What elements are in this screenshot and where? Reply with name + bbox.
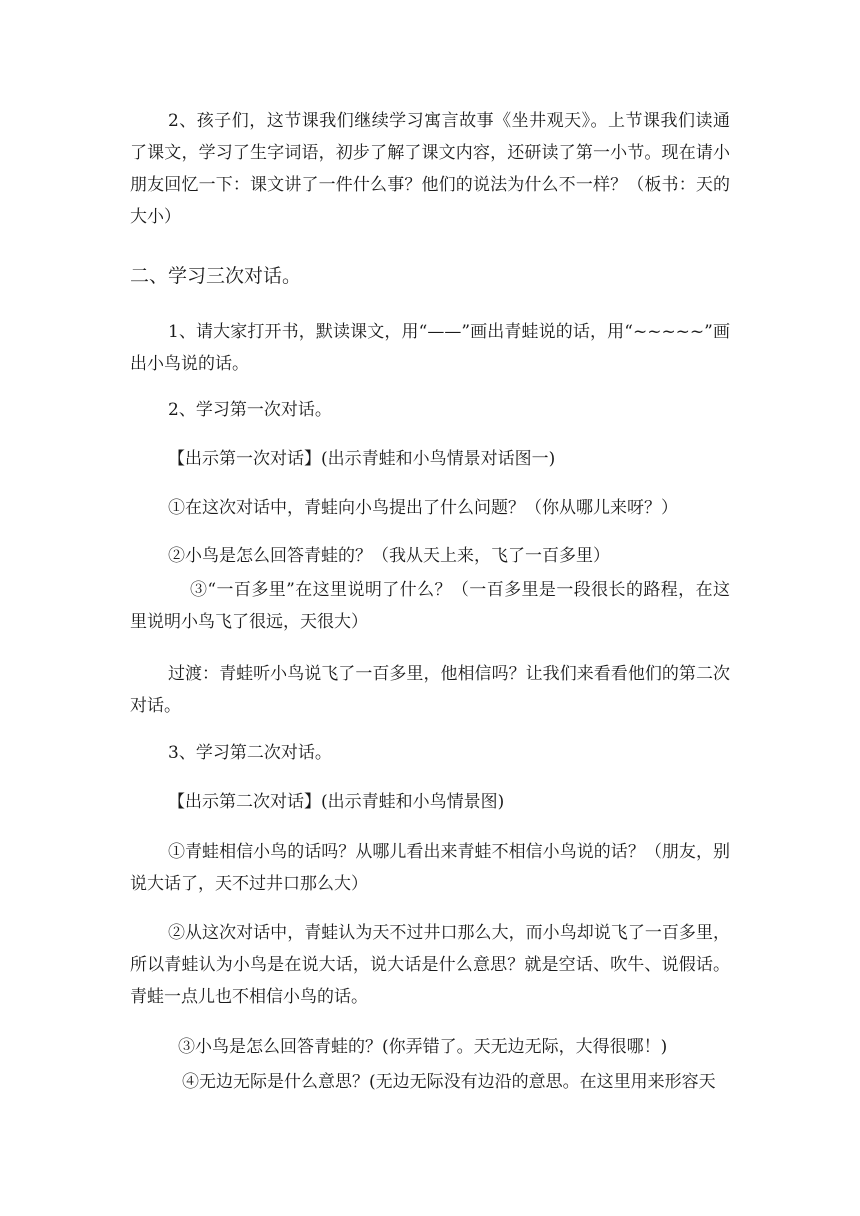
paragraph-question-3: ③“一百多里”在这里说明了什么？（一百多里是一段很长的路程，在这里说明小鸟飞了很远，天很大）	[130, 580, 730, 632]
paragraph-show-first-dialogue: 【出示第一次对话】(出示青蛙和小鸟情景对话图一)	[168, 449, 556, 469]
paragraph-question-6: ④无边无际是什么意思？(无边无际没有边沿的意思。在这里用来形容天	[182, 1072, 716, 1092]
paragraph-question-1: ①在这次对话中，青蛙向小鸟提出了什么问题？（你从哪儿来呀？）	[168, 498, 678, 518]
paragraph-step-second-dialogue: 3、学习第二次对话。	[168, 743, 332, 763]
paragraph-explanation: ②从这次对话中，青蛙认为天不过井口那么大，而小鸟却说飞了一百多里，所以青蛙认为小鸟是在说大话，说大话是什么意思？就是空话、吹牛、说假话。青蛙一点儿也不相信小鸟的话。	[130, 923, 730, 1007]
paragraph-question-4: ①青蛙相信小鸟的话吗？从哪儿看出来青蛙不相信小鸟说的话？（朋友，别说大话了，天不过井口那么大）	[130, 842, 730, 894]
paragraph-step-first-dialogue: 2、学习第一次对话。	[168, 400, 332, 420]
section-heading-dialogues: 二、学习三次对话。	[130, 265, 302, 287]
paragraph-show-second-dialogue: 【出示第二次对话】(出示青蛙和小鸟情景图)	[168, 792, 505, 812]
paragraph-question-2: ②小鸟是怎么回答青蛙的？（我从天上来，飞了一百多里）	[168, 546, 610, 566]
paragraph-question-5: ③小鸟是怎么回答青蛙的？(你弄错了。天无边无际，大得很哪！)	[178, 1037, 668, 1057]
paragraph-transition: 过渡：青蛙听小鸟说飞了一百多里，他相信吗？让我们来看看他们的第二次对话。	[130, 664, 730, 716]
paragraph-read-instruction: 1、请大家打开书，默读课文，用“——”画出青蛙说的话，用“~~~~~”画出小鸟说的话。	[130, 322, 730, 374]
paragraph-review: 2、孩子们，这节课我们继续学习寓言故事《坐井观天》。上节课我们读通了课文，学习了生字词语，初步了解了课文内容，还研读了第一小节。现在请小朋友回忆一下：课文讲了一件什么事？他们的说法为什么不一样？（板书：天的大小）	[130, 111, 730, 227]
